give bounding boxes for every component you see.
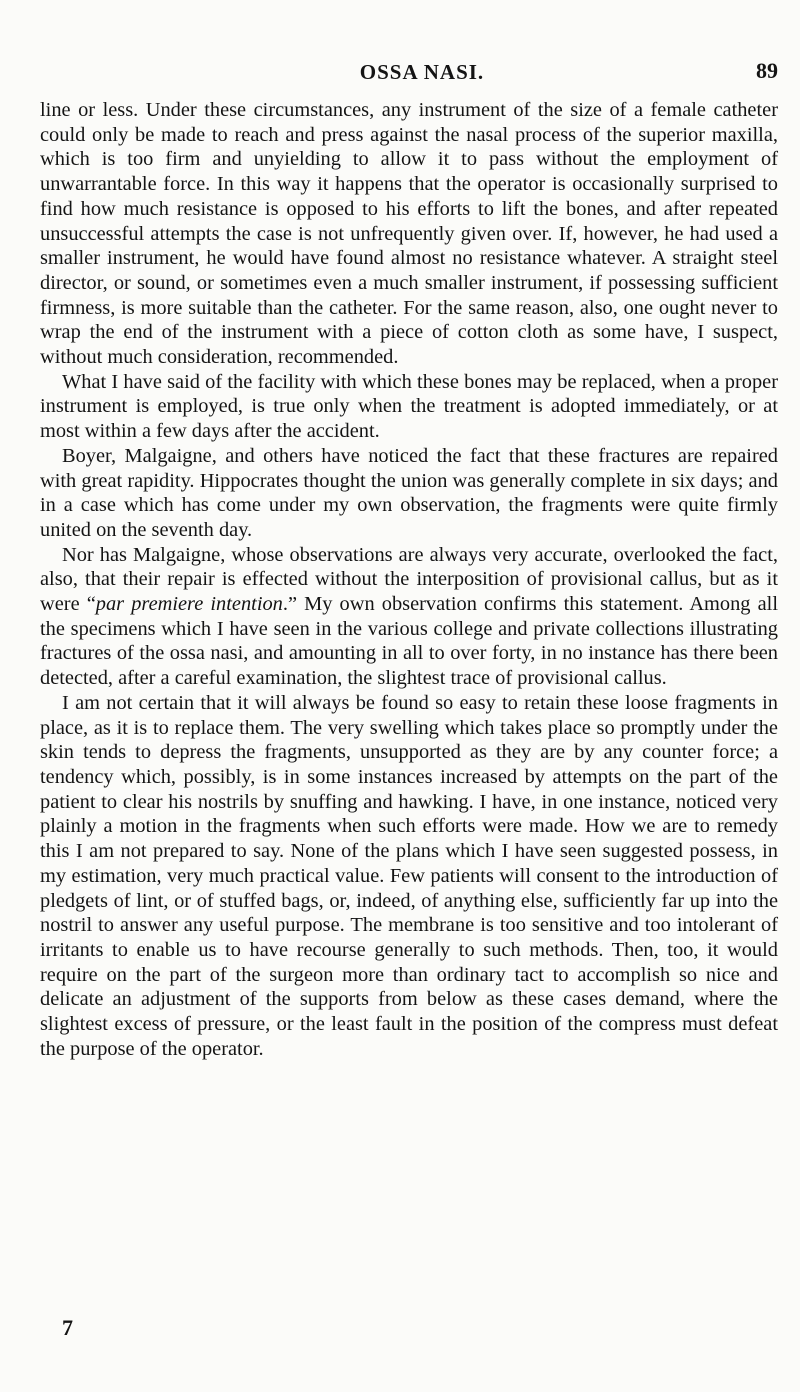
signature-mark: 7 <box>62 1315 73 1340</box>
running-title: OSSA NASI. <box>359 60 485 84</box>
paragraph-5-text: I am not certain that it will always be found so easy to retain these loose fragments in place, as it is to replace them. The very swelling which takes place so promptly under the skin tends to depress the fragments, unsupported as they are by any counter force; a tendency which, possibly, is in some instances increased by attempts on the part of the patient to clear his nostrils by snuffing and hawking. I have, in one instance, noticed very plainly a motion in the fragments when such efforts were made. How we are to remedy this I am not prepared to say. None of the plans which I have seen suggested possess, in my estimation, very much practical value. Few patients will consent to the introduction of pledgets of lint, or of stuffed bags, or, indeed, of anything else, sufficiently far up into the nostril to answer any useful purpose. The membrane is too sensitive and too intolerant of irritants to enable us to have recourse generally to such methods. Then, too, it would require on the part of the surgeon more than ordinary tact to accomplish so nice and delicate an adjustment of the supports from below as these cases demand, where the slightest excess of pressure, or the least fault in the position of the compress must defeat the purpose of the operator. <box>40 691 778 1060</box>
paragraph-4-text-before: Nor has Malgaigne, whose observations are always very accurate, overlooked the fact, also, that their repair is effected without the interposition of provisional callus, but as it were “ <box>40 543 778 616</box>
paragraph-3 <box>40 444 778 543</box>
paragraph-4-text-after: .” My own observation confirms this statement. Among all the specimens which I have seen in the various college and private collections illustrating fractures of the ossa nasi, and amounting in all to over forty, in no instance has there been detected, after a careful examination, the slightest trace of provisional callus. <box>40 593 778 690</box>
paragraph-5 <box>40 691 778 1062</box>
paragraph-1: line or less. Under these circumstances, any instrument of the size of a female catheter could only be made to reach and press against the nasal process of the superior maxilla, which is too firm and unyielding to allow it to pass without the employment of unwarrantable force. In this way it happens that the operator is occasionally surprised to find how much resistance is opposed to his efforts to lift the bones, and after repeated unsuccessful attempts the case is not unfrequently given over. If, however, he had used a smaller instrument, he would have found almost no resistance whatever. A straight steel director, or sound, or sometimes even a much smaller instrument, if possessing sufficient firmness, is more suitable than the catheter. For the same reason, also, one ought never to wrap the end of the instrument with a piece of cotton cloth as some have, I suspect, without much consideration, recommended. <box>40 99 778 369</box>
paragraph-4-italic-phrase: par premiere intention <box>95 593 283 616</box>
paragraph-2 <box>40 370 778 444</box>
paragraph-2-text: What I have said of the facility with which these bones may be replaced, when a proper instrument is employed, is true only when the treatment is adopted immediately, or at most within a few days after the accident. <box>40 370 778 443</box>
body-text <box>40 98 778 1061</box>
page-number: 89 <box>756 58 778 83</box>
paragraph-4 <box>40 543 778 691</box>
running-head <box>40 60 778 90</box>
paragraph-3-text: Boyer, Malgaigne, and others have noticed the fact that these fractures are repaired with great rapidity. Hippocrates thought the union was generally complete in six days; and in a case which has come under my own observation, the fragments were quite firmly united on the seventh day. <box>40 444 778 541</box>
